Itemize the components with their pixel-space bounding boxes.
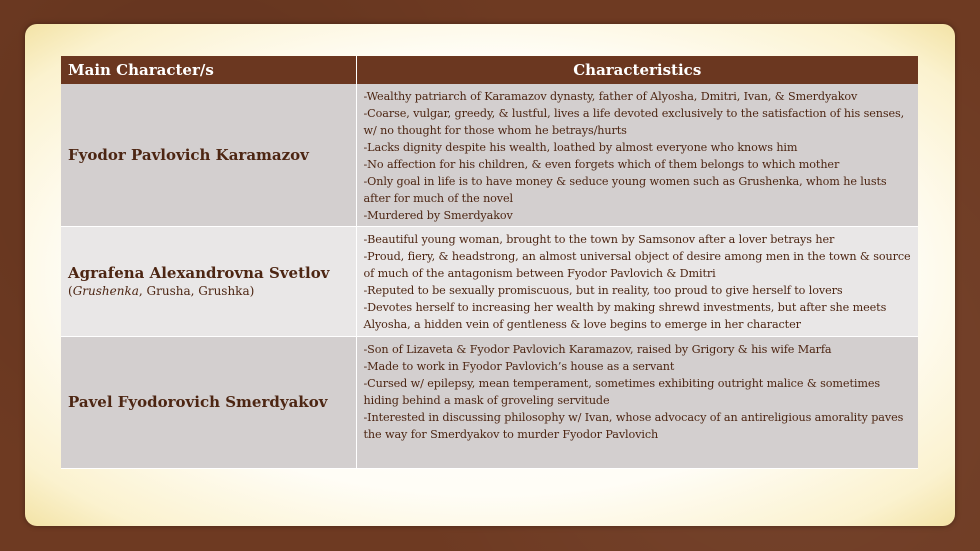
trait-line: -Made to work in Fyodor Pavlovich’s house as a servant (363, 359, 675, 373)
characteristics-cell (356, 84, 918, 226)
trait-line: -Beautiful young woman, brought to the town by Samsonov after a lover betrays her (363, 232, 835, 246)
characteristics-cell (356, 336, 918, 468)
character-cell (61, 84, 356, 226)
header-characteristics: Characteristics (356, 56, 918, 84)
character-name: Agrafena Alexandrovna Svetlov (68, 264, 330, 282)
table-row (61, 336, 918, 468)
trait-line: -Devotes herself to increasing her wealth by making shrewd investments, but after she meets Alyosha, a hidden vein of gentleness & love begins to emerge in her character (363, 300, 887, 331)
character-name: Fyodor Pavlovich Karamazov (68, 145, 309, 164)
character-cell (61, 226, 356, 336)
characteristics-cell (356, 226, 918, 336)
trait-line: -Son of Lizaveta & Fyodor Pavlovich Karamazov, raised by Grigory & his wife Marfa (363, 342, 832, 356)
slide (25, 24, 955, 526)
trait-line: -Interested in discussing philosophy w/ Ivan, whose advocacy of an antireligious amorality paves the way for Smerdyakov to murder Fyodor Pavlovich (363, 410, 904, 441)
character-name: Pavel Fyodorovich Smerdyakov (68, 393, 328, 411)
character-alias (68, 284, 356, 298)
alias-open: ( (68, 284, 73, 298)
table-header-row (61, 56, 918, 84)
characters-table (61, 56, 918, 469)
table-row (61, 84, 918, 226)
alias-rest: , Grusha, Grushka) (138, 284, 255, 298)
header-main-characters: Main Character/s (61, 56, 356, 84)
trait-line: -Coarse, vulgar, greedy, & lustful, lives a life devoted exclusively to the satisfaction of his senses, w/ no thought for those whom he betrays/hurts (363, 107, 905, 137)
trait-line: -No affection for his children, & even forgets which of them belongs to which mother (363, 158, 840, 171)
trait-line: -Reputed to be sexually promiscuous, but in reality, too proud to give herself to lovers (363, 283, 843, 297)
trait-line: -Cursed w/ epilepsy, mean temperament, sometimes exhibiting outright malice & sometimes hiding behind a mask of groveling servitude (363, 376, 880, 407)
trait-line: -Only goal in life is to have money & seduce young women such as Grushenka, whom he lusts after for much of the novel (363, 175, 887, 205)
trait-line: -Wealthy patriarch of Karamazov dynasty, father of Alyosha, Dmitri, Ivan, & Smerdyakov (363, 90, 858, 103)
character-cell (61, 336, 356, 468)
alias-italic: Grushenka (72, 284, 139, 298)
trait-line: -Murdered by Smerdyakov (363, 209, 513, 222)
trait-line: -Lacks dignity despite his wealth, loathed by almost everyone who knows him (363, 141, 798, 154)
trait-line: -Proud, fiery, & headstrong, an almost universal object of desire among men in the town & source of much of the antagonism between Fyodor Pavlovich & Dmitri (363, 249, 911, 280)
table-row (61, 226, 918, 336)
